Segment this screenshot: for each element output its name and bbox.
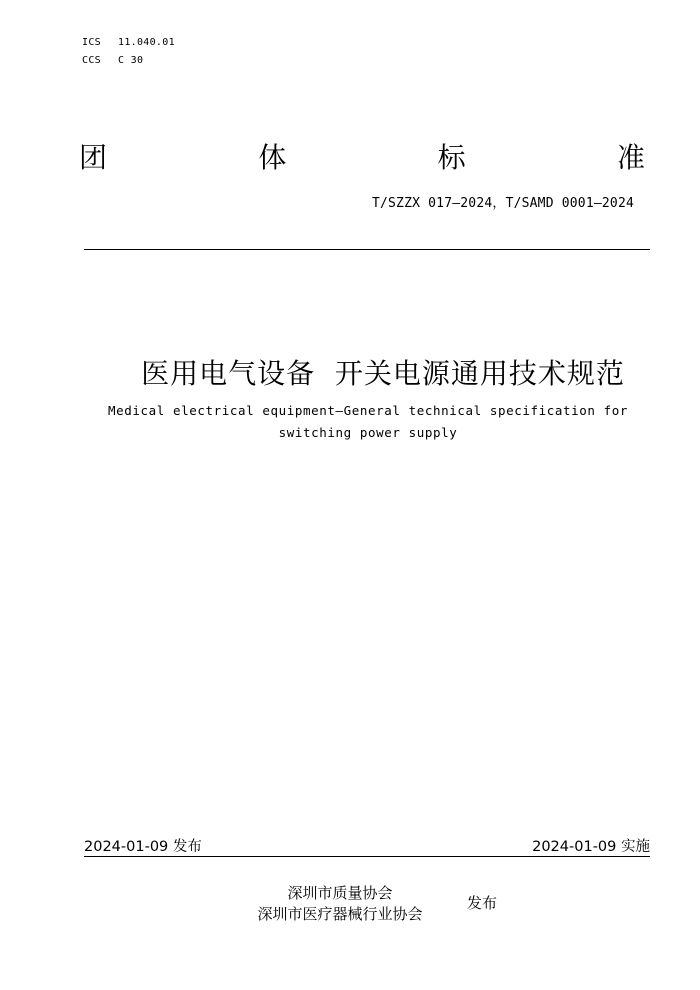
publisher-org: 深圳市质量协会	[287, 884, 393, 902]
standard-type-char: 体	[258, 141, 287, 174]
ics-line	[82, 37, 175, 48]
standard-number: T/SZZX 017—2024，T/SAMD 0001—2024	[371, 196, 634, 211]
publisher-org: 深圳市医疗器械行业协会	[257, 905, 423, 923]
document-title-chinese: 医用电气设备 开关电源通用技术规范	[141, 357, 625, 390]
ccs-value: C 30	[118, 55, 144, 66]
implement-date: 2024-01-09 实施	[532, 839, 650, 855]
document-title-english	[90, 400, 646, 444]
standard-type-char: 团	[79, 141, 108, 174]
ccs-label: CCS	[82, 55, 101, 66]
ccs-line	[82, 55, 143, 66]
english-title-line: switching power supply	[278, 425, 458, 440]
standard-type-char: 标	[437, 141, 466, 174]
issue-date: 2024-01-09 发布	[84, 839, 202, 855]
standard-type-heading	[79, 136, 645, 176]
publish-label: 发布	[467, 894, 498, 912]
ics-value: 11.040.01	[118, 37, 175, 48]
bottom-divider	[84, 856, 650, 857]
top-divider	[84, 249, 650, 250]
ics-label: ICS	[82, 37, 101, 48]
publisher-list	[248, 883, 432, 925]
english-title-line: Medical electrical equipment—General technical specification for	[107, 403, 629, 418]
standard-type-char: 准	[616, 141, 645, 174]
